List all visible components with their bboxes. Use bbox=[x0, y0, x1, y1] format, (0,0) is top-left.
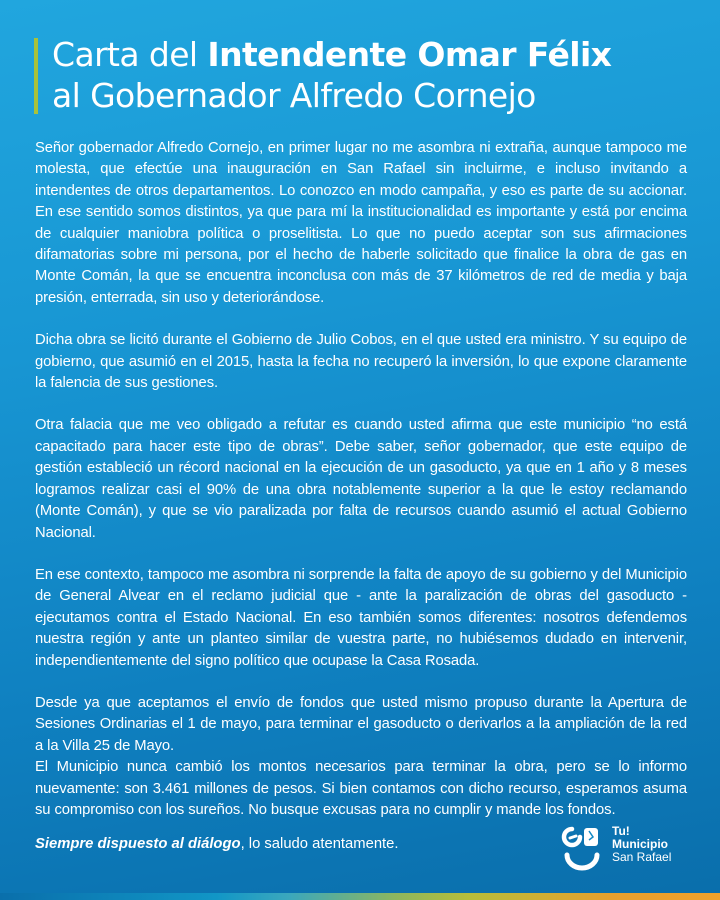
logo-line-3: San Rafael bbox=[612, 850, 672, 864]
signature-rest: , lo saludo atentamente. bbox=[240, 836, 399, 852]
paragraph: El Municipio nunca cambió los montos necesarios para terminar la obra, pero se lo informo nuevamente: son 3.461 millones de pesos. Si bien contamos con dicho recurso, esperamos asuma su compromiso con los sureños. No busque excusas para no cumplir y mande los fondos. bbox=[35, 759, 687, 818]
logo-line-2: Municipio bbox=[612, 837, 668, 851]
municipio-logo bbox=[560, 825, 671, 873]
title-accent-bar bbox=[34, 38, 38, 114]
letter-body bbox=[35, 138, 687, 842]
paragraph: Dicha obra se licitó durante el Gobierno de Julio Cobos, en el que usted era ministro. Y su equipo de gobierno, que asumió en el 2015, hasta la fecha no recuperó la inversión, lo que expone claramente la falencia de sus gestiones. bbox=[35, 332, 687, 392]
smile-logo-icon bbox=[560, 825, 604, 873]
letter-header bbox=[34, 34, 611, 116]
bottom-color-strip bbox=[0, 893, 720, 900]
closing-signature bbox=[35, 836, 399, 852]
paragraph: Señor gobernador Alfredo Cornejo, en primer lugar no me asombra ni extraña, aunque tampoco me molesta, que efectúe una inauguración en San Rafael sin incluirme, e incluso invitando a intendentes de otros departamentos. Lo conozco en modo campaña, y eso es parte de su accionar. En ese sentido somos distintos, ya que para mí la institucionalidad es importante y está por encima de cualquier maniobra política o proselitista. Lo que no puedo aceptar son sus afirmaciones difamatorias sobre mi persona, por el hecho de haberle solicitado que finalice la obra de gas en Monte Comán, la que se encuentra inconclusa con más de 37 kilómetros de red de media y baja presión, enterrada, sin uso y deteriorándose. bbox=[35, 140, 687, 306]
page-title bbox=[34, 34, 611, 116]
paragraph: Desde ya que aceptamos el envío de fondos que usted mismo propuso durante la Apertura de Sesiones Ordinarias el 1 de mayo, para terminar el gasoducto o derivarlos a la ampliación de la red a la Villa 25 de Mayo. bbox=[35, 694, 687, 754]
signature-emphasis: Siempre dispuesto al diálogo bbox=[35, 836, 241, 852]
title-prefix: Carta del bbox=[52, 35, 208, 74]
title-emphasis: Intendente Omar Félix bbox=[207, 35, 612, 74]
title-line-2: al Gobernador Alfredo Cornejo bbox=[52, 76, 536, 115]
logo-line-1: Tu! bbox=[612, 824, 630, 838]
paragraph: Otra falacia que me veo obligado a refutar es cuando usted afirma que este municipio “no está capacitado para hacer este tipo de obras”. Debe saber, señor gobernador, que este equipo de gestión estableció un récord nacional en la ejecución de un gasoducto, ya que en 1 año y 8 meses logramos realizar casi el 90% de una obra notablemente superior a la que le estoy reclamando (Monte Comán), y que se vio paralizada por falta de recursos cuando asumió el actual Gobierno Nacional. bbox=[35, 417, 687, 541]
paragraph: En ese contexto, tampoco me asombra ni sorprende la falta de apoyo de su gobierno y del Municipio de General Alvear en el reclamo judicial que - ante la paralización de obras del gasoducto - ejecutamos contra el Estado Nacional. En eso también somos diferentes: nosotros defendemos nuestra región y ante un planteo similar de vuestra parte, no hubiésemos dudado en intervenir, independientemente del signo político que ocupase la Casa Rosada. bbox=[35, 566, 687, 669]
